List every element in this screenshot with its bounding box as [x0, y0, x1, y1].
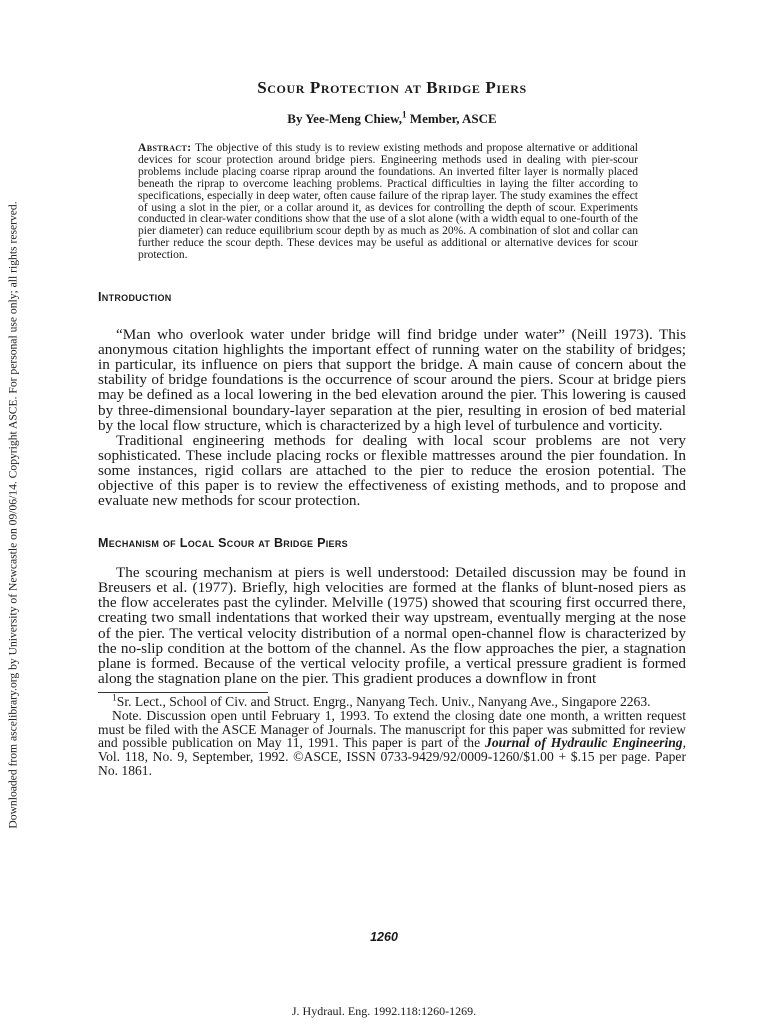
author-name: By Yee-Meng Chiew,	[287, 111, 402, 126]
mechanism-heading: Mechanism of Local Scour at Bridge Piers	[98, 536, 348, 551]
footnote-affiliation-text: Sr. Lect., School of Civ. and Struct. Engrg., Nanyang Tech. Univ., Nanyang Ave., Singapore 2263.	[116, 693, 651, 709]
footnote-note-post: , Vol. 118, No. 9, September, 1992. ©ASCE, ISSN 0733-9429/92/0009-1260/$1.00 + $.15 per page. Paper No. 1861.	[98, 735, 686, 778]
footnote-affiliation	[98, 695, 686, 709]
footnote-divider	[98, 692, 268, 693]
journal-citation: J. Hydraul. Eng. 1992.118:1260-1269.	[291, 1004, 477, 1018]
author-line	[98, 111, 686, 127]
abstract-text: The objective of this study is to review existing methods and propose alternative or additional devices for scour protection around bridge piers. Engineering methods used in dealing with pier-scour problems include placing coarse riprap around the foundations. An inverted filter layer is normally placed beneath the riprap to overcome leaching problems. Practical difficulties in laying the filter according to specifications, especially in deep water, often cause failure of the riprap layer. The study examines the effect of using a slot in the pier, or a collar around it, as devices for controlling the depth of scour. Experiments conducted in clear-water conditions show that the use of a slot alone (with a width equal to one-fourth of the pier diameter) can reduce equilibrium scour depth by as much as 20%. A combination of slot and collar can further reduce the scour depth. These devices may be useful as additional or alternative devices for scour protection.	[138, 142, 638, 262]
journal-name: Journal of Hydraulic Engineering	[485, 735, 683, 751]
page-number: 1260	[370, 930, 398, 944]
mechanism-paragraph-1: The scouring mechanism at piers is well understood: Detailed discussion may be found in Breusers et al. (1977). Briefly, high velocities are formed at the flanks of blunt-nosed piers as the flow accelerates past the cylinder. Melville (1975) showed that scouring first occurred there, creating two small indentations that worked their way upstream, eventually merging at the nose of the pier. The vertical velocity distribution of a normal open-channel flow is characterized by the no-slip condition at the bottom of the channel. As the flow approaches the pier, a stagnation plane is formed. Because of the vertical velocity profile, a vertical pressure gradient is formed along the stagnation plane on the pier. This gradient produces a downflow in front	[98, 564, 686, 687]
mechanism-body	[98, 565, 686, 686]
footnote-note	[98, 709, 686, 778]
introduction-paragraph-2: Traditional engineering methods for dealing with local scour problems are not very sophisticated. These include placing rocks or flexible mattresses around the pier foundation. In some instances, rigid collars are attached to the pier to reduce the erosion potential. The objective of this paper is to review the effectiveness of existing methods, and to propose and evaluate new methods for scour protection.	[98, 431, 686, 510]
paper-title: Scour Protection at Bridge Piers	[257, 78, 527, 97]
introduction-body	[98, 327, 686, 508]
introduction-heading: Introduction	[98, 290, 172, 305]
introduction-paragraph-1: “Man who overlook water under bridge will find bridge under water” (Neill 1973). This anonymous citation highlights the important effect of running water on the stability of bridges; in particular, its influence on piers that support the bridge. A main cause of concern about the stability of bridge foundations is the occurrence of scour around the piers. Scour at bridge piers may be defined as a local lowering in the bed elevation around the pier. This lowering is caused by three-dimensional boundary-layer separation at the pier, resulting in erosion of bed material by the local flow structure, which is characterized by a high level of turbulence and vorticity.	[98, 326, 686, 434]
abstract	[138, 143, 638, 262]
download-note-text: Downloaded from ascelibrary.org by University of Newcastle on 09/06/14. Copyright ASCE. For personal use only; all rights reserved.	[6, 201, 20, 829]
author-footnote-marker: 1	[402, 109, 407, 120]
paper-page	[98, 78, 686, 778]
download-watermark	[0, 170, 26, 860]
footnote-marker: 1	[112, 693, 117, 704]
footnote-note-pre: Note. Discussion open until February 1, 1993. To extend the closing date one month, a written request must be filed with the ASCE Manager of Journals. The manuscript for this paper was submitted for review and possible publication on May 11, 1991. This paper is part of the	[98, 707, 686, 751]
author-affiliation: Member, ASCE	[406, 111, 497, 126]
footnotes	[98, 695, 686, 778]
abstract-label: Abstract:	[138, 142, 192, 154]
